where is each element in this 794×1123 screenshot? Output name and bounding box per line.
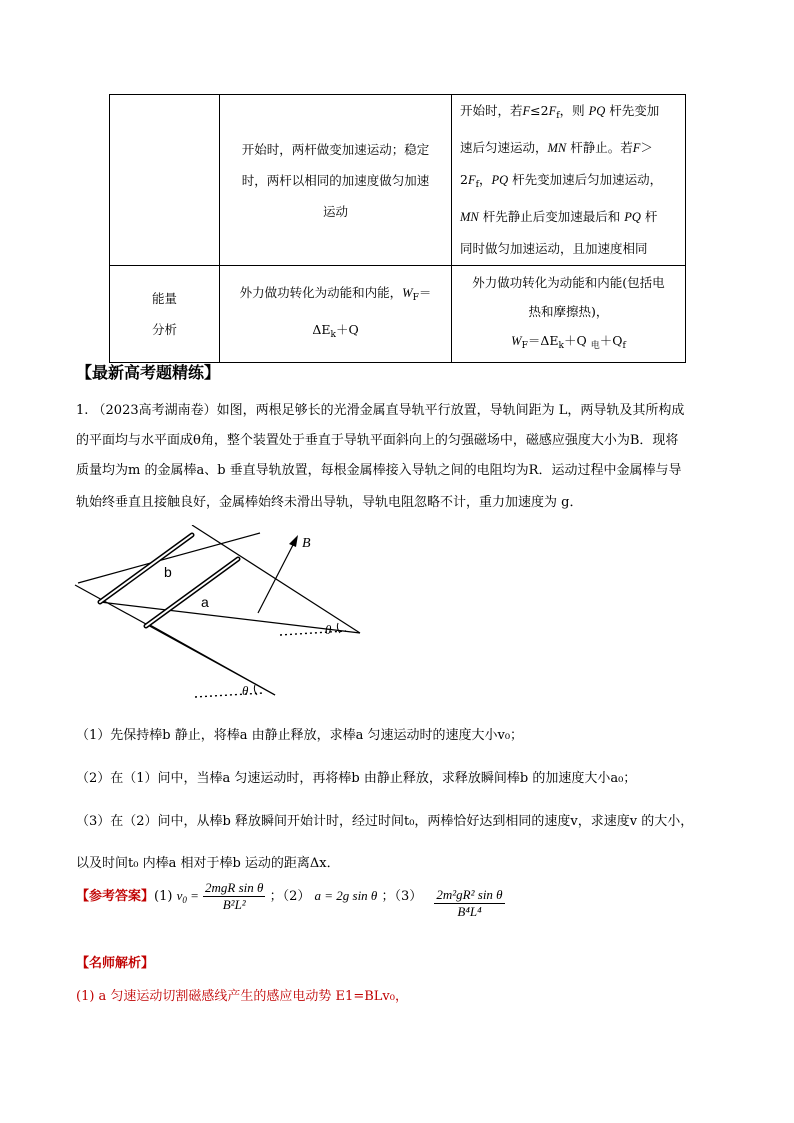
cell-line: 运动 — [322, 203, 348, 219]
answer-row — [76, 880, 776, 940]
table-cell-process-b — [452, 95, 686, 266]
cell-line: $2F_f$，PQ 杆先变加速后匀加速运动， — [460, 172, 663, 190]
answer-part: ；（2） — [269, 889, 311, 904]
cell-line: 开始时，两杆做变加速运动；稳定 — [241, 141, 430, 157]
energy-label-line: 分析 — [151, 322, 177, 337]
question-3-line1: （3）在（2）问中，从棒b 释放瞬间开始计时，经过时间t₀，两棒恰好达到相同的速度v，求速度v 的大小， — [76, 814, 694, 829]
answer-fraction-3: $\frac{\text{2m²gR² sin θ}}{\text{B⁴L⁴}}$ — [436, 887, 503, 919]
cell-line: 热和摩擦热)， — [528, 303, 609, 319]
analysis-tag: 【名师解析】 — [76, 956, 155, 971]
question-2: （2）在（1）问中，当棒a 匀速运动时，再将棒b 由静止释放，求释放瞬间棒b 的加速度大小a₀； — [76, 771, 637, 786]
answer-eq-2: a = 2g sin θ — [314, 888, 378, 903]
theta-label: θ — [325, 622, 332, 637]
question-1: （1）先保持棒b 静止，将棒a 由静止释放，求棒a 匀速运动时的速度大小v₀； — [76, 728, 524, 743]
question-3-line2: 以及时间t₀ 内棒a 相对于棒b 运动的距离Δx． — [76, 856, 340, 871]
cell-line: 时，两杆以相同的加速度做匀加速 — [241, 172, 430, 188]
comparison-table — [109, 94, 686, 363]
b-field-arrow — [258, 541, 295, 613]
answer-tag: 【参考答案】 — [76, 889, 155, 904]
cell-line: 开始时，若$F\le 2F_f$，则 PQ 杆先变加 — [460, 103, 660, 121]
cell-line: MN 杆先静止后变加速最后和 PQ 杆 — [460, 209, 658, 224]
analysis-line: (1) a 匀速运动切割磁感线产生的感应电动势 E1=BLv₀， — [76, 989, 408, 1004]
cell-line: 速后匀速运动，MN 杆静止。若F＞ — [460, 140, 653, 155]
cell-line: $W_F=\Delta E_k+Q$ $_电+Q_f$ — [511, 332, 626, 351]
problem-line: 的平面均与水平面成θ角，整个装置处于垂直于导轨平面斜向上的匀强磁场中，磁感应强度大小为B．现将 — [76, 433, 679, 448]
horizontal-ref — [195, 693, 264, 697]
theta-label: θ — [242, 683, 249, 698]
answer-fraction-1: $\frac{\text{2mgR sin θ}}{\text{B²L²}}$ — [205, 880, 264, 912]
label-b: b — [164, 564, 172, 580]
v0-symbol: $v_0$ = — [176, 888, 199, 905]
cell-line: 同时做匀加速运动，且加速度相同 — [460, 241, 648, 256]
table-cell-energy-b — [452, 266, 686, 363]
rail-diagram — [70, 525, 370, 710]
problem-line: 轨始终垂直且接触良好，金属棒始终未滑出导轨，导轨电阻忽略不计，重力加速度为 g． — [76, 495, 583, 510]
answer-part: (1) — [154, 889, 173, 904]
table-cell-energy-a — [220, 266, 452, 363]
cell-line: 外力做功转化为动能和内能(包括电 — [472, 274, 665, 290]
horizontal-ref — [280, 631, 346, 635]
cell-line: $\Delta E_k+Q$ — [312, 322, 359, 340]
table-cell-process-a — [220, 95, 452, 266]
table-cell-energy-label — [110, 266, 220, 363]
section-title: 【最新高考题精练】 — [76, 363, 221, 382]
rail-line — [100, 602, 360, 633]
table-row — [110, 266, 686, 363]
cell-line: 外力做功转化为动能和内能，$W_F=$ — [239, 285, 432, 303]
label-B: B — [302, 536, 311, 551]
answer-part: ；（3） — [381, 889, 423, 904]
problem-line: 质量均为m 的金属棒a、b 垂直导轨放置，每根金属棒接入导轨之间的电阻均为R．运动过程中金属棒与导 — [76, 463, 682, 478]
energy-label-line: 能量 — [151, 291, 177, 306]
table-row — [110, 95, 686, 266]
table-cell-empty — [110, 95, 220, 266]
problem-line: 1. （2023高考湖南卷）如图，两根足够长的光滑金属直导轨平行放置，导轨间距为 L，两导轨及其所构成 — [76, 403, 685, 418]
arrow-head-icon — [289, 535, 298, 547]
label-a: a — [201, 594, 209, 610]
rail-line — [150, 625, 275, 695]
